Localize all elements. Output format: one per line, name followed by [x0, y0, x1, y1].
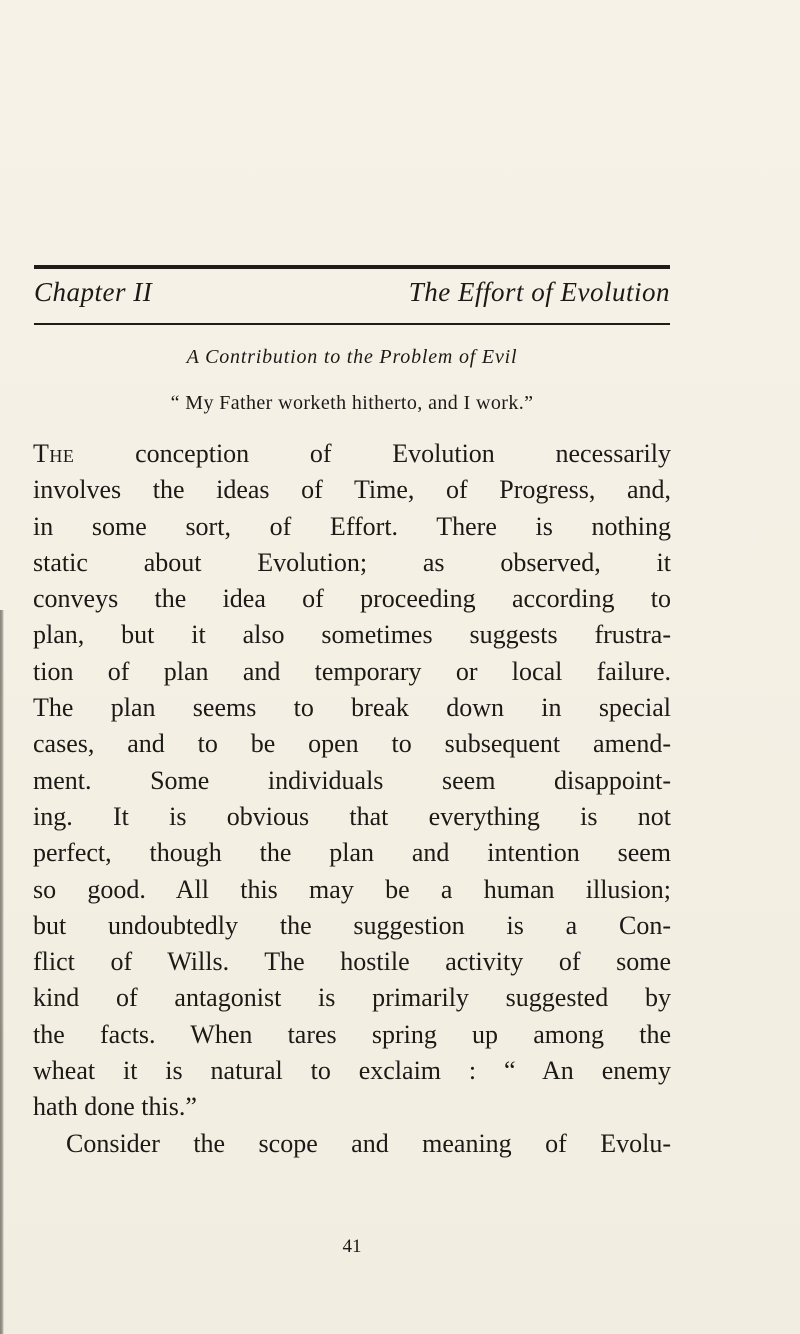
page-binding-shadow — [0, 610, 4, 1334]
header-underline — [34, 323, 670, 325]
body-text — [33, 436, 671, 1162]
page-number: 41 — [342, 1236, 362, 1257]
body-line: conveys the idea of proceeding according to — [33, 584, 671, 614]
body-line: ing. It is obvious that everything is not — [33, 801, 671, 831]
header-title: The Effort of Evolution — [408, 277, 670, 307]
body-line: so good. All this may be a human illusion; — [33, 874, 671, 904]
body-line: the facts. When tares spring up among the — [33, 1019, 671, 1049]
body-line: cases, and to be open to subsequent amend- — [33, 729, 671, 759]
body-line: hath done this.” — [33, 1092, 197, 1122]
chapter-subtitle: A Contribution to the Problem of Evil — [186, 346, 518, 368]
body-line — [33, 436, 671, 472]
body-line: but undoubtedly the suggestion is a Con- — [33, 910, 671, 940]
body-line: Consider the scope and meaning of Evolu- — [66, 1128, 671, 1158]
body-line: flict of Wills. The hostile activity of some — [33, 947, 671, 977]
body-line: involves the ideas of Time, of Progress, and, — [33, 475, 671, 505]
body-line: kind of antagonist is primarily suggested by — [33, 983, 671, 1013]
body-line: The plan seems to break down in special — [33, 693, 671, 723]
running-header — [34, 277, 670, 321]
epigraph: “ My Father worketh hitherto, and I work.” — [170, 392, 534, 414]
body-line: plan, but it also sometimes suggests frustra- — [33, 620, 671, 650]
lead-word: The — [33, 439, 75, 468]
header-top-rule — [34, 265, 670, 269]
header-chapter: Chapter II — [34, 277, 153, 307]
body-line: tion of plan and temporary or local failure. — [33, 656, 671, 686]
body-line: perfect, though the plan and intention seem — [33, 838, 671, 868]
body-line: in some sort, of Effort. There is nothing — [33, 511, 671, 541]
body-line: static about Evolution; as observed, it — [33, 547, 671, 577]
body-line-text: conception of Evolution necessarily — [74, 439, 671, 468]
body-line: ment. Some individuals seem disappoint- — [33, 765, 671, 795]
body-line: wheat it is natural to exclaim : “ An enemy — [33, 1056, 671, 1086]
